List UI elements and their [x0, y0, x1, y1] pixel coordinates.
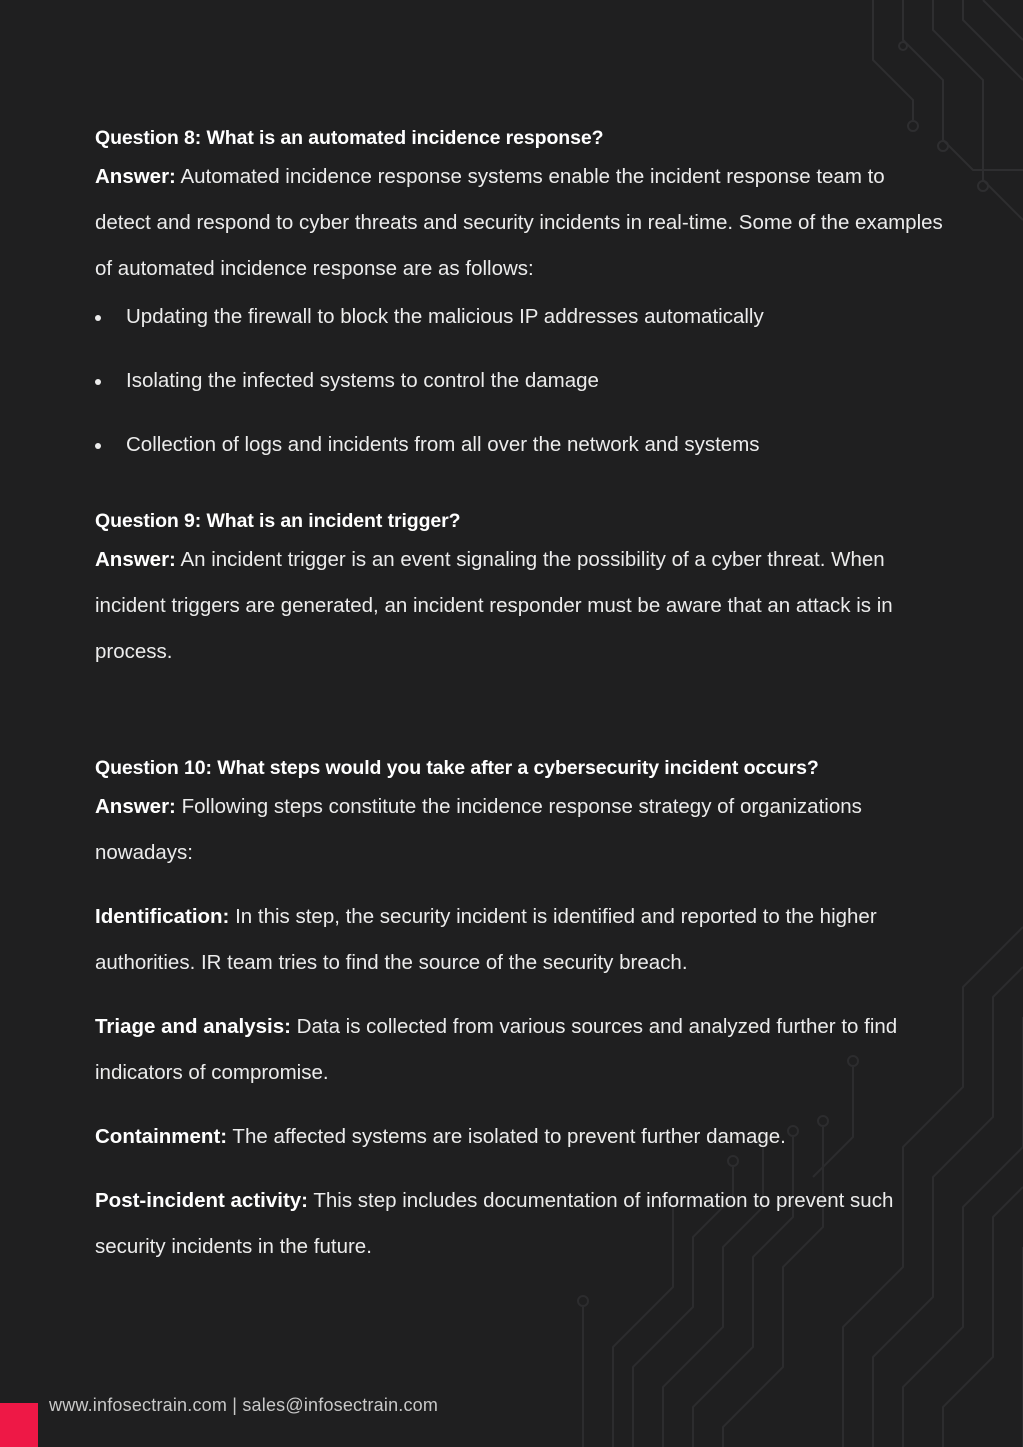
answer-text: Following steps constitute the incidence response strategy of organizations nowadays: [95, 795, 862, 864]
bullet-icon [95, 379, 101, 385]
question-9-heading: Question 9: What is an incident trigger? [95, 510, 461, 532]
question-10-section [95, 752, 945, 1270]
question-8-section [95, 122, 945, 461]
step-post-incident [95, 1178, 945, 1270]
list-item-text: Isolating the infected systems to control the damage [126, 369, 599, 392]
question-9-answer [95, 537, 945, 675]
question-10-heading: Question 10: What steps would you take after a cybersecurity incident occurs? [95, 757, 819, 779]
main-content [95, 122, 945, 1270]
step-label: Post-incident activity: [95, 1189, 309, 1212]
step-identification [95, 894, 945, 986]
answer-label: Answer: [95, 548, 176, 571]
step-text: This step includes documentation of information to prevent such security incidents in the future. [95, 1189, 894, 1258]
answer-text: Automated incidence response systems enable the incident response team to detect and respond to cyber threats and security incidents in real-time. Some of the examples of automated incidence response are as follows: [95, 165, 943, 280]
step-label: Identification: [95, 905, 230, 928]
step-text: In this step, the security incident is identified and reported to the higher authorities. IR team tries to find the source of the security breach. [95, 905, 877, 974]
answer-label: Answer: [95, 795, 176, 818]
list-item-text: Collection of logs and incidents from all over the network and systems [126, 433, 760, 456]
question-10-answer [95, 784, 945, 876]
bullet-icon [95, 443, 101, 449]
step-text: The affected systems are isolated to prevent further damage. [227, 1125, 786, 1148]
list-item [95, 429, 945, 461]
bullet-icon [95, 315, 101, 321]
automated-response-examples-list [95, 301, 945, 461]
list-item [95, 365, 945, 397]
question-8-heading: Question 8: What is an automated incidence response? [95, 127, 604, 149]
list-item-text: Updating the firewall to block the malicious IP addresses automatically [126, 305, 764, 328]
step-containment [95, 1114, 945, 1160]
question-8-answer [95, 154, 945, 292]
footer-accent-square [0, 1403, 38, 1447]
step-label: Containment: [95, 1125, 228, 1148]
footer-contact: www.infosectrain.com | sales@infosectrain.com [49, 1395, 439, 1415]
answer-label: Answer: [95, 165, 176, 188]
step-text: Data is collected from various sources and analyzed further to find indicators of compromise. [95, 1015, 898, 1084]
step-label: Triage and analysis: [95, 1015, 291, 1038]
list-item [95, 301, 945, 333]
step-triage-analysis [95, 1004, 945, 1096]
answer-text: An incident trigger is an event signaling the possibility of a cyber threat. When incident triggers are generated, an incident responder must be aware that an attack is in process. [95, 548, 893, 663]
question-9-section [95, 505, 945, 675]
